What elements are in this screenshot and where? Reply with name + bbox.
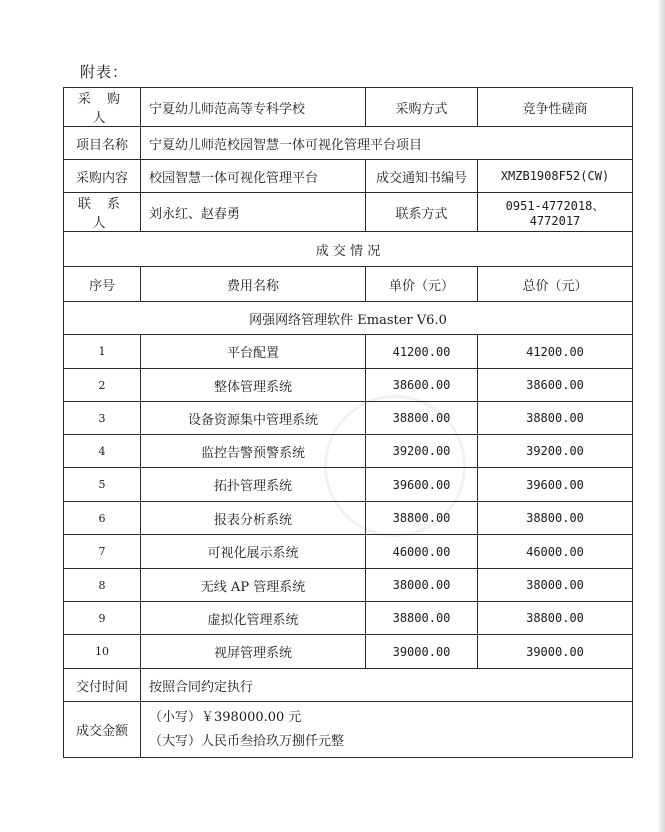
- buyer-row: [64, 88, 633, 127]
- item-total-price: 41200.00: [478, 335, 633, 369]
- item-total-price: 39600.00: [478, 468, 633, 502]
- item-no: 3: [64, 402, 141, 435]
- table-row: [64, 535, 633, 569]
- delivery-label: 交付时间: [64, 669, 141, 702]
- item-name: 整体管理系统: [141, 369, 366, 402]
- item-unit-price: 38800.00: [366, 602, 478, 635]
- col-header-total: 总价（元）: [478, 267, 633, 302]
- item-name: 拓扑管理系统: [141, 468, 366, 502]
- contact-row: [64, 193, 633, 232]
- table-row: [64, 502, 633, 535]
- result-header-row: [64, 232, 633, 267]
- contact-label: 联 系 人: [64, 193, 141, 232]
- item-unit-price: 39600.00: [366, 468, 478, 502]
- project-row: [64, 127, 633, 160]
- item-name: 设备资源集中管理系统: [141, 402, 366, 435]
- delivery-value: 按照合同约定执行: [141, 669, 633, 702]
- item-no: 5: [64, 468, 141, 502]
- table-row: [64, 635, 633, 669]
- table-row: [64, 369, 633, 402]
- item-no: 8: [64, 569, 141, 602]
- amount-big: （大写）人民币叁拾玖万捌仟元整: [149, 733, 345, 749]
- content-value: 校园智慧一体可视化管理平台: [141, 160, 366, 193]
- item-unit-price: 38000.00: [366, 569, 478, 602]
- page-title: 附表：: [80, 63, 129, 81]
- procurement-table: [63, 87, 633, 758]
- item-no: 7: [64, 535, 141, 569]
- item-total-price: 38600.00: [478, 369, 633, 402]
- col-header-no: 序号: [64, 267, 141, 302]
- col-header-name: 费用名称: [141, 267, 366, 302]
- item-no: 9: [64, 602, 141, 635]
- page-edge: [659, 0, 665, 832]
- method-label: 采购方式: [366, 88, 478, 127]
- amount-value: [141, 702, 633, 758]
- item-no: 1: [64, 335, 141, 369]
- item-total-price: 38800.00: [478, 602, 633, 635]
- item-total-price: 38000.00: [478, 569, 633, 602]
- column-header-row: [64, 267, 633, 302]
- item-no: 4: [64, 435, 141, 468]
- item-name: 报表分析系统: [141, 502, 366, 535]
- item-name: 无线 AP 管理系统: [141, 569, 366, 602]
- table-row: [64, 435, 633, 468]
- col-header-unit: 单价（元）: [366, 267, 478, 302]
- content-label: 采购内容: [64, 160, 141, 193]
- method-value: 竞争性磋商: [478, 88, 633, 127]
- item-total-price: 39200.00: [478, 435, 633, 468]
- item-name: 视屏管理系统: [141, 635, 366, 669]
- item-unit-price: 41200.00: [366, 335, 478, 369]
- amount-label: 成交金额: [64, 702, 141, 758]
- product-name: 网强网络管理软件 Emaster V6.0: [64, 302, 633, 335]
- amount-small: （小写）￥398000.00 元: [149, 709, 302, 725]
- item-total-price: 46000.00: [478, 535, 633, 569]
- item-name: 可视化展示系统: [141, 535, 366, 569]
- buyer-value: 宁夏幼儿师范高等专科学校: [141, 88, 366, 127]
- table-row: [64, 335, 633, 369]
- amount-row: [64, 702, 633, 758]
- item-no: 6: [64, 502, 141, 535]
- item-total-price: 39000.00: [478, 635, 633, 669]
- project-value: 宁夏幼儿师范校园智慧一体可视化管理平台项目: [141, 127, 633, 160]
- item-total-price: 38800.00: [478, 502, 633, 535]
- item-unit-price: 39000.00: [366, 635, 478, 669]
- item-unit-price: 38800.00: [366, 502, 478, 535]
- notice-label: 成交通知书编号: [366, 160, 478, 193]
- notice-value: XMZB1908F52(CW): [478, 160, 633, 193]
- table-row: [64, 602, 633, 635]
- item-name: 监控告警预警系统: [141, 435, 366, 468]
- item-no: 10: [64, 635, 141, 669]
- item-unit-price: 39200.00: [366, 435, 478, 468]
- product-row: [64, 302, 633, 335]
- phone-value: 0951-4772018、4772017: [478, 193, 633, 232]
- item-name: 平台配置: [141, 335, 366, 369]
- table-row: [64, 402, 633, 435]
- item-total-price: 38800.00: [478, 402, 633, 435]
- item-no: 2: [64, 369, 141, 402]
- table-row: [64, 468, 633, 502]
- item-name: 虚拟化管理系统: [141, 602, 366, 635]
- table-row: [64, 569, 633, 602]
- contact-value: 刘永红、赵春勇: [141, 193, 366, 232]
- content-row: [64, 160, 633, 193]
- project-label: 项目名称: [64, 127, 141, 160]
- delivery-row: [64, 669, 633, 702]
- item-unit-price: 38800.00: [366, 402, 478, 435]
- buyer-label: 采 购 人: [64, 88, 141, 127]
- phone-label: 联系方式: [366, 193, 478, 232]
- result-header: 成 交 情 况: [64, 232, 633, 267]
- item-unit-price: 38600.00: [366, 369, 478, 402]
- item-unit-price: 46000.00: [366, 535, 478, 569]
